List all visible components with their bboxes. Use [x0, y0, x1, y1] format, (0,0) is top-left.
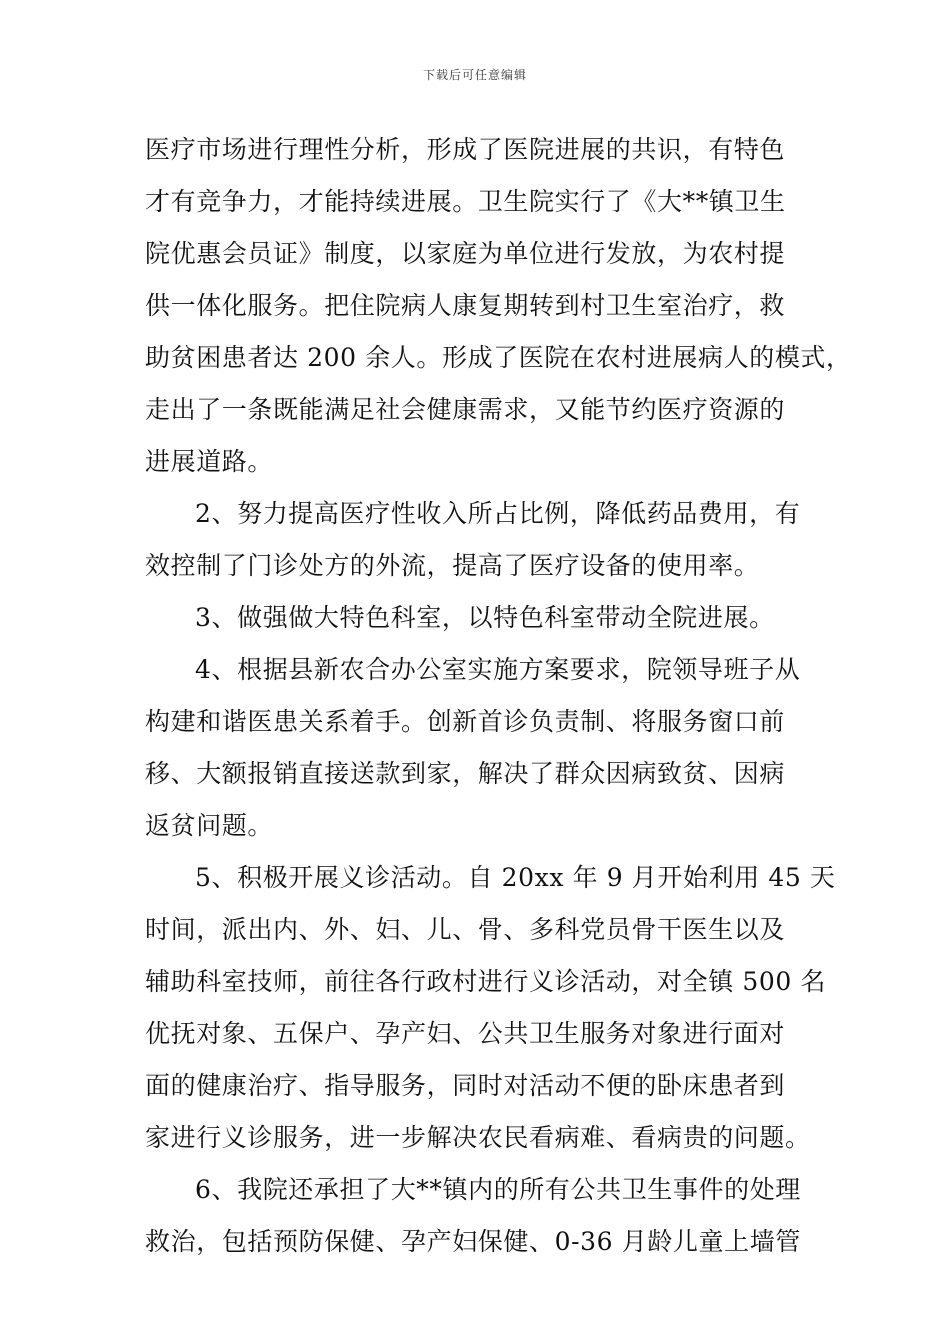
text-line: 时间，派出内、外、妇、儿、骨、多科党员骨干医生以及 — [145, 915, 786, 944]
text-line: 医疗市场进行理性分析，形成了医院进展的共识，有特色 — [145, 135, 786, 164]
paragraph-6-start: 6、我院还承担了大**镇内的所有公共卫生事件的处理 — [195, 1175, 801, 1204]
text-line: 构建和谐医患关系着手。创新首诊负责制、将服务窗口前 — [145, 707, 786, 736]
page-header: 下载后可任意编辑 — [422, 68, 527, 82]
text-line: 供一体化服务。把住院病人康复期转到村卫生室治疗，救 — [145, 291, 786, 320]
text-line: 救治，包括预防保健、孕产妇保健、0-36 月龄儿童上墙管 — [145, 1227, 801, 1256]
text-line: 返贫问题。 — [145, 811, 274, 840]
text-line: 家进行义诊服务，进一步解决农民看病难、看病贵的问题。 — [145, 1123, 811, 1152]
text-line: 院优惠会员证》制度，以家庭为单位进行发放，为农村提 — [145, 239, 786, 268]
text-line: 辅助科室技师，前往各行政村进行义诊活动，对全镇 500 名 — [145, 967, 827, 996]
text-line: 助贫困患者达 200 余人。形成了医院在农村进展病人的模式， — [145, 343, 852, 372]
text-line: 效控制了门诊处方的外流，提高了医疗设备的使用率。 — [145, 551, 760, 580]
text-line: 走出了一条既能满足社会健康需求，又能节约医疗资源的 — [145, 395, 786, 424]
paragraph-5-start: 5、积极开展义诊活动。自 20xx 年 9 月开始利用 45 天 — [195, 863, 836, 892]
text-line: 面的健康治疗、指导服务，同时对活动不便的卧床患者到 — [145, 1071, 786, 1100]
document-body — [145, 124, 852, 1268]
text-line: 才有竞争力，才能持续进展。卫生院实行了《大**镇卫生 — [145, 187, 786, 216]
paragraph-2-start: 2、努力提高医疗性收入所占比例，降低药品费用，有 — [195, 499, 801, 528]
paragraph-4-start: 4、根据县新农合办公室实施方案要求，院领导班子从 — [195, 655, 801, 684]
text-line: 优抚对象、五保户、孕产妇、公共卫生服务对象进行面对 — [145, 1019, 786, 1048]
text-line: 移、大额报销直接送款到家，解决了群众因病致贫、因病 — [145, 759, 786, 788]
text-line: 进展道路。 — [145, 447, 274, 476]
paragraph-3-start: 3、做强做大特色科室，以特色科室带动全院进展。 — [195, 603, 775, 632]
